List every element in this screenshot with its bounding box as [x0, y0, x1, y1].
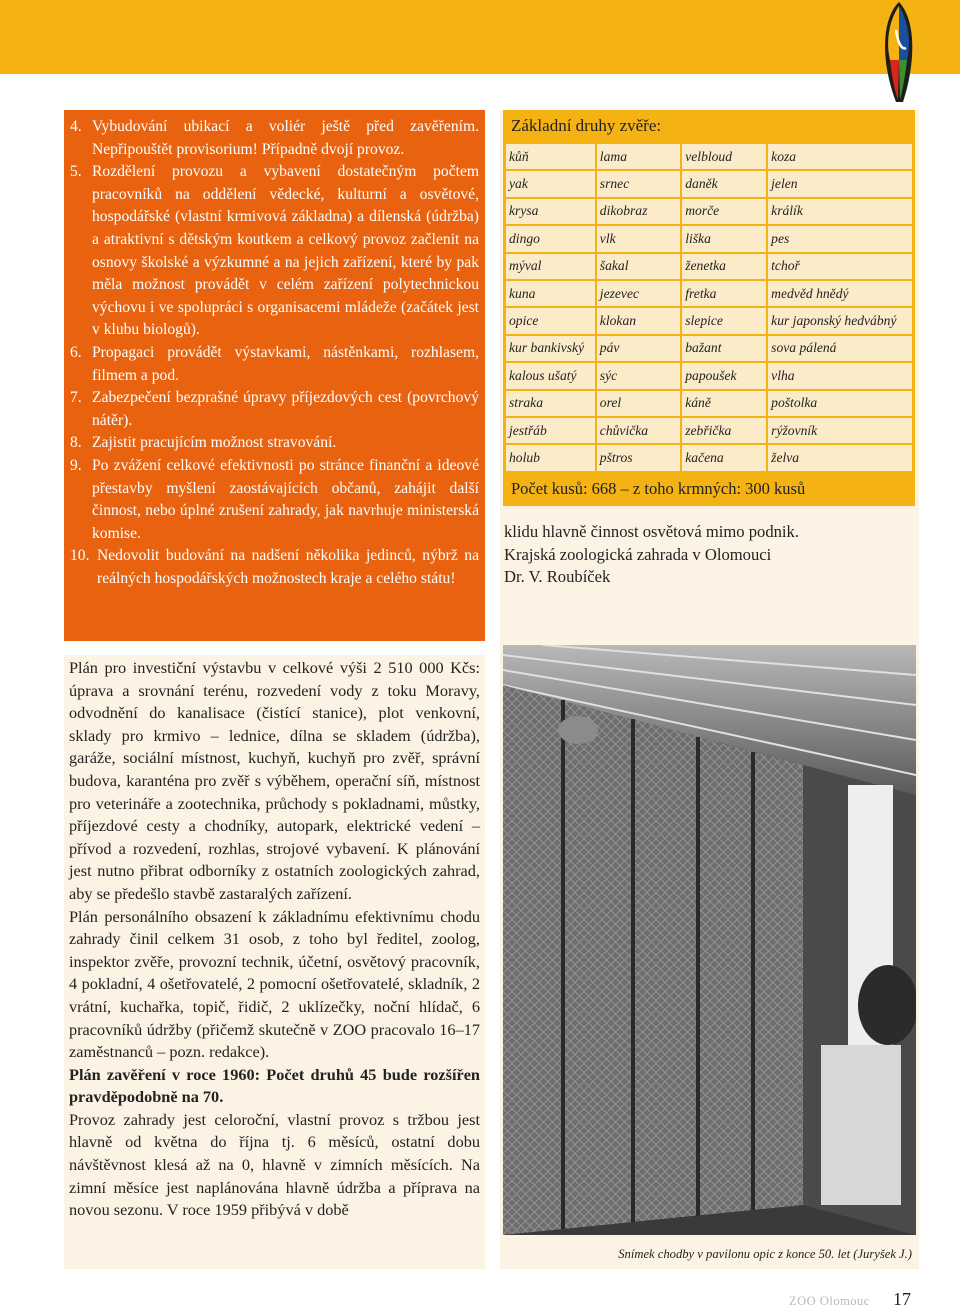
proposal-text: Nedovolit budování na nadšení několika jedinců, nýbrž na reálných hospodářských možnostech kraje a celého státu! — [97, 547, 479, 587]
animal-row — [506, 199, 912, 224]
animal-cell: kalous ušatý — [506, 363, 595, 388]
animal-cell: vlha — [766, 363, 912, 388]
proposal-item — [70, 161, 479, 342]
animal-cell: bažant — [680, 336, 766, 361]
main-text-block — [64, 655, 485, 1269]
animal-cell: medvěd hnědý — [766, 281, 912, 306]
animal-cell: jezevec — [595, 281, 680, 306]
animal-cell: pštros — [595, 445, 680, 470]
text-line: klidu hlavně činnost osvětová mimo podnik. — [504, 522, 799, 541]
footer-brand: ZOO Olomouc — [789, 1294, 870, 1308]
top-color-band — [0, 0, 960, 74]
animal-count-total: Počet kusů: 668 – z toho krmných: 300 kusů — [511, 479, 806, 498]
animal-cell: králík — [766, 199, 912, 224]
animal-row — [506, 254, 912, 279]
animal-cell: opice — [506, 308, 595, 333]
enclosure-plan-paragraph: Plán zavěření v roce 1960: Počet druhů 45 bude rozšířen pravděpodobně na 70. — [69, 1064, 480, 1107]
animal-species-title: Základní druhy zvěře: — [511, 116, 662, 135]
animal-cell: orel — [595, 391, 680, 416]
animal-row — [506, 144, 912, 169]
animal-cell: poštolka — [766, 391, 912, 416]
photo-monkey-enclosure-corridor-icon — [503, 645, 916, 1235]
proposal-item — [70, 116, 479, 161]
animal-row — [506, 418, 912, 443]
animal-cell: kůň — [506, 144, 595, 169]
right-column-text — [504, 521, 916, 589]
proposal-item — [70, 387, 479, 432]
proposal-number: 6. — [70, 343, 82, 361]
personnel-plan-paragraph: Plán personálního obsazení k základnímu efektivnímu chodu zahrady činil celkem 31 osob, z toho byl ředitel, zoolog, inspektor zvěře, provozní technik, účetní, osvětový pracovník, 4 pokladní, 4 ošetřovatelé, 2 pomocní ošetřovatelé, skladník, 2 vrátní, kuchařka, topič, řidič, 2 uklízečky, noční hlídač, 6 pracovníků údržby (přičemž skutečně v ZOO pracovalo 16–17 zaměstnanců – pozn. redakce). — [69, 906, 480, 1062]
text-line: Dr. V. Roubíček — [504, 567, 611, 587]
animal-cell: koza — [766, 144, 912, 169]
proposal-text: Vybudování ubikací a voliér ještě před zavěřením. Nepřipouštět provisorium! Případně dvojí provoz. — [92, 118, 479, 158]
page-number: 17 — [893, 1289, 911, 1309]
animal-row — [506, 281, 912, 306]
operations-paragraph: Provoz zahrady jest celoroční, vlastní provoz s tržbou jest hlavně od května do října tj. 6 měsíců, ostatní dobu návštěvnost klesá až na 0, hlavně v zimních měsících. Na zimní měsíce jest naplánována hlavně údržba a příprava na novou sezonu. V roce 1959 přibývá v době — [69, 1109, 480, 1220]
proposal-item — [70, 545, 479, 590]
animal-cell: jestřáb — [506, 418, 595, 443]
animal-row — [506, 391, 912, 416]
proposal-item — [70, 342, 479, 387]
animal-cell: daněk — [680, 171, 766, 196]
proposal-number: 9. — [70, 456, 82, 474]
proposals-box — [64, 110, 485, 641]
animal-cell: srnec — [595, 171, 680, 196]
animal-cell: papoušek — [680, 363, 766, 388]
animal-row — [506, 308, 912, 333]
animal-cell: slepice — [680, 308, 766, 333]
animal-cell: dingo — [506, 226, 595, 251]
proposal-number: 4. — [70, 118, 82, 135]
proposal-item — [70, 455, 479, 545]
animal-row — [506, 226, 912, 251]
animal-cell: kur japonský hedvábný — [766, 308, 912, 333]
proposal-text: Zabezpečení bezprašné úpravy příjezdových cest (povrchový nátěr). — [92, 389, 479, 429]
animal-cell: ženetka — [680, 254, 766, 279]
proposal-text: Zajistit pracujícím možnost stravování. — [92, 434, 337, 452]
proposal-number: 7. — [70, 389, 82, 407]
text-line: Krajská zoologická zahrada v Olomouci — [504, 544, 772, 564]
animal-cell: kur bankivský — [506, 336, 595, 361]
photo-caption: Snímek chodby v pavilonu opic z konce 50. let (Juryšek J.) — [618, 1247, 912, 1261]
investment-plan-paragraph: Plán pro investiční výstavbu v celkové výši 2 510 000 Kčs: úprava a srovnání terénu, rozvedení vody z toku Moravy, odvodnění do kanalisace (čistící stanice), plot venkovní, sklady pro krmivo – lednice, dílna se skladem (údržba), garáže, sociální místnost, kuchyň, kuchyň pro zvěř, správní budova, karanténa pro zvěř s výběhem, operační síň, místnost pro veterináře a zootechnika, průchody s pokladnami, můstky, příjezdové cesty a chodníky, autopark, elektrické vedení – přívod a rozvedení, rozhlas, strojové vybavení. K plánování jest nutno přibrat odborníky z ostatních zoologických zahrad, aby se předešlo stavbě zastaralých zařízení. — [69, 658, 480, 903]
animal-cell: lama — [595, 144, 680, 169]
proposal-text: Po zvážení celkové efektivnosti po stránce finanční a ideové přestavby myšlení zaostávajících občanů, zahájit další činnost, nebo úplné zrušení zahrady, jak navrhuje ministerská komise. — [92, 456, 479, 542]
proposal-number: 10. — [70, 547, 90, 565]
animal-cell: zebřička — [680, 418, 766, 443]
animal-cell: šakal — [595, 254, 680, 279]
animal-row — [506, 336, 912, 361]
proposal-text: Propagaci provádět výstavkami, nástěnkami, rozhlasem, filmem a pod. — [92, 343, 479, 384]
proposal-number: 8. — [70, 434, 82, 452]
animal-cell: dikobraz — [595, 199, 680, 224]
animal-cell: vlk — [595, 226, 680, 251]
animal-cell: mýval — [506, 254, 595, 279]
proposal-item — [70, 432, 479, 455]
animal-cell: želva — [766, 445, 912, 470]
animal-row — [506, 171, 912, 196]
animal-species-table — [506, 142, 912, 473]
animal-cell: velbloud — [680, 144, 766, 169]
animal-row — [506, 445, 912, 470]
animal-cell: chůvička — [595, 418, 680, 443]
animal-species-box — [503, 110, 915, 506]
animal-cell: klokan — [595, 308, 680, 333]
animal-cell: liška — [680, 226, 766, 251]
animal-cell: rýžovník — [766, 418, 912, 443]
animal-cell: pes — [766, 226, 912, 251]
animal-cell: páv — [595, 336, 680, 361]
animal-cell: morče — [680, 199, 766, 224]
animal-cell: holub — [506, 445, 595, 470]
animal-cell: tchoř — [766, 254, 912, 279]
animal-cell: káně — [680, 391, 766, 416]
photo-frame — [500, 645, 919, 1269]
zoo-logo-icon — [876, 0, 922, 104]
animal-cell: sýc — [595, 363, 680, 388]
animal-cell: kačena — [680, 445, 766, 470]
animal-cell: yak — [506, 171, 595, 196]
animal-cell: fretka — [680, 281, 766, 306]
animal-cell: jelen — [766, 171, 912, 196]
animal-cell: krysa — [506, 199, 595, 224]
animal-row — [506, 363, 912, 388]
animal-cell: sova pálená — [766, 336, 912, 361]
animal-cell: kuna — [506, 281, 595, 306]
animal-cell: straka — [506, 391, 595, 416]
proposal-text: Rozdělení provozu a vybavení dostatečným počtem pracovníků na oddělení vědecké, kulturní a osvětové, hospodářské (vlastní krmivová základna) a dílenská (údržba) a atraktivní s dětským koutkem a celkový provoz začlenit na osnovy školské a výzkumné a na jejich zařízení, které by pak měla možnost provádět v celém zařízení polytechnickou výchovu i ve spolupráci s organisacemi mládeže (začátek jest v klubu biologů). — [92, 163, 479, 339]
proposal-number: 5. — [70, 163, 82, 181]
